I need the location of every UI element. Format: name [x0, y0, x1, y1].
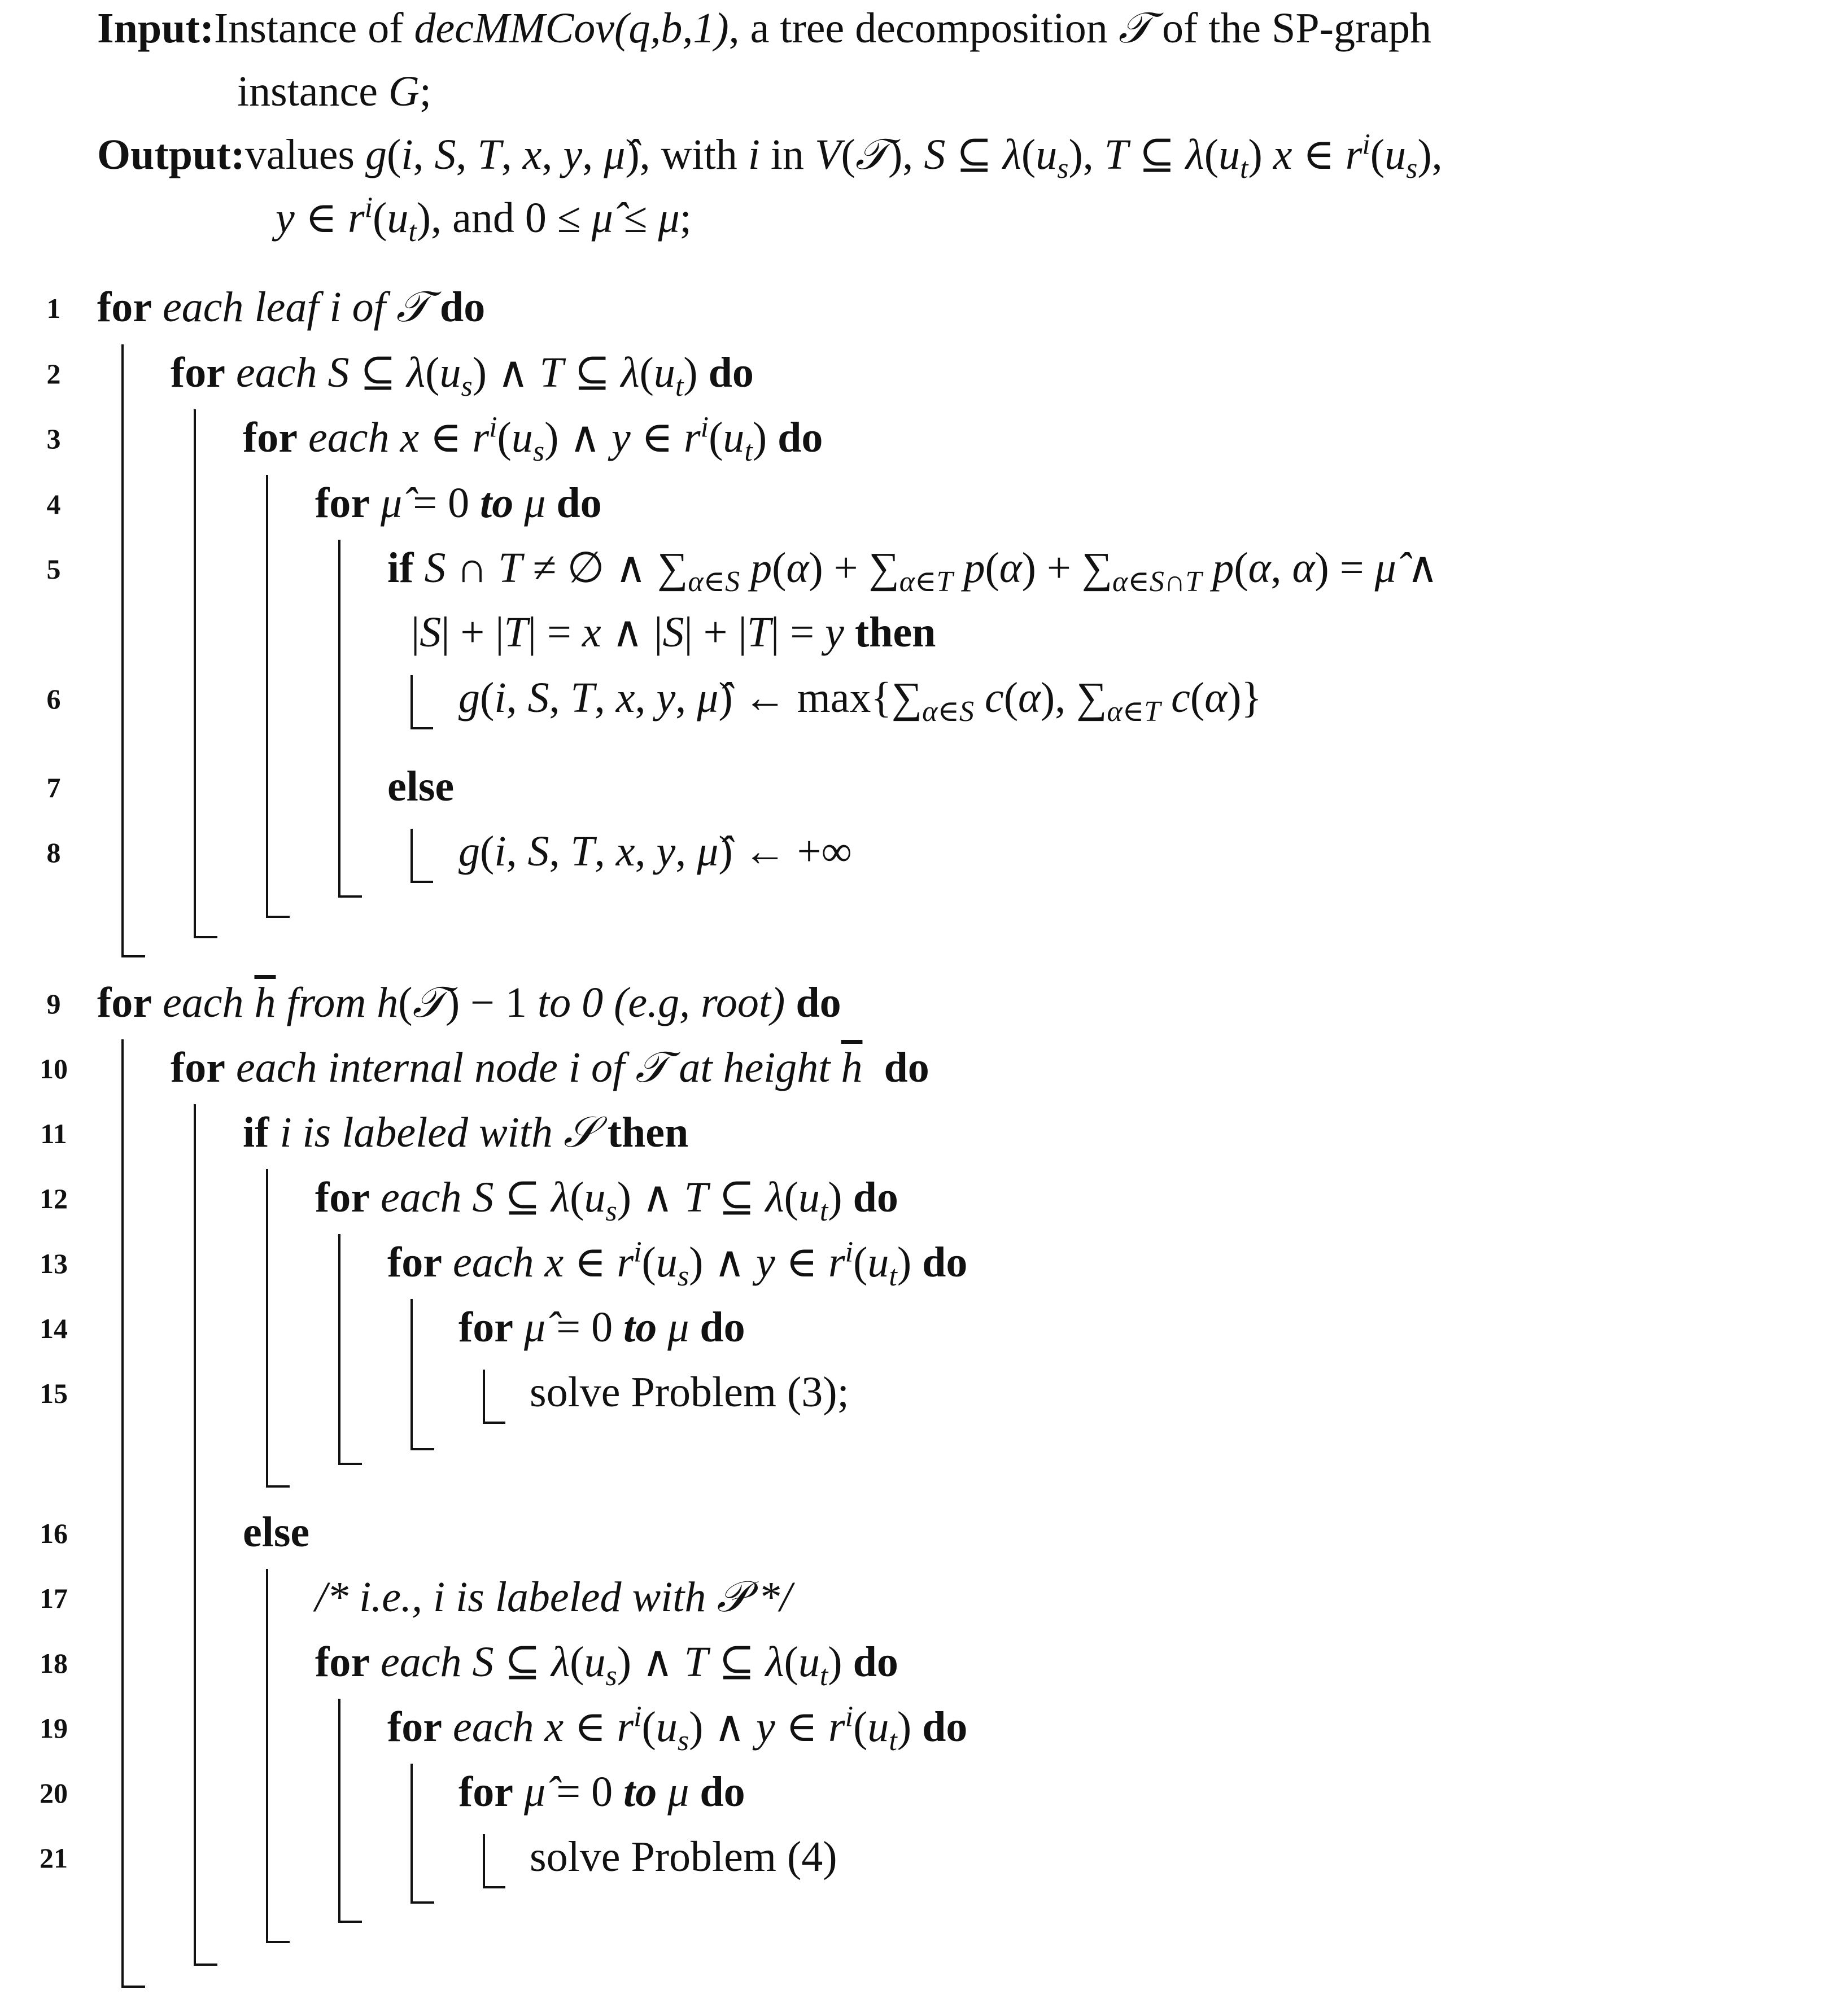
line-number: 2 [46, 358, 61, 390]
code-line-7: else [387, 763, 455, 810]
block-end [194, 1963, 217, 1966]
code-line-17: /* i.e., i is labeled with 𝒫 */ [315, 1573, 792, 1621]
block-bar [483, 1370, 485, 1424]
block-end [410, 881, 433, 883]
line-number: 16 [40, 1518, 68, 1549]
line-number: 20 [40, 1777, 68, 1809]
output-label: Output: [97, 131, 245, 178]
code-line-8: g(i, S, T, x, y, μ̂) ← +∞ [458, 828, 852, 875]
block-end [121, 1986, 145, 1988]
code-line-12: for each S ⊆ $\lambda(u_s)$ ∧ T ⊆ $\lambda(u_t)$ do [315, 1174, 898, 1228]
block-bar [410, 829, 413, 883]
block-bar [266, 1569, 268, 1943]
code-line-16: else [243, 1508, 310, 1556]
block-bar [410, 1299, 413, 1450]
block-end [338, 1463, 362, 1465]
block-end [483, 1422, 505, 1424]
code-line-10: for each internal node i of 𝒯 at height $\overline{h}$ do [171, 1044, 929, 1091]
line-number: 12 [40, 1183, 68, 1214]
code-line-5: if S ∩ T ≠ ∅ ∧ $\sum_{\alpha\in S}$ $p(\alpha) + \sum_{\alpha\in T}$ $p(\alpha) + \sum_{\alpha\in S\cap T}$ p(α, α) = μ̂ ∧ [387, 544, 1439, 598]
code-line-20: for μ̂ = 0 to μ do [458, 1768, 745, 1816]
line-number: 17 [40, 1582, 68, 1614]
block-end [338, 895, 362, 898]
line-number: 8 [46, 837, 61, 868]
block-end [410, 727, 433, 729]
code-line-4: for μ̂ = 0 to μ do [315, 479, 602, 527]
code-line-9: for each $\overline{h}$ from h(𝒯) − 1 to 0 (e.g, root) do [97, 979, 841, 1026]
block-end [483, 1886, 505, 1888]
input-line-2: instance G; [237, 68, 432, 115]
code-line-1: for each leaf i of 𝒯 do [97, 283, 486, 331]
code-line-3: for each x ∈ $r^i(u_s)$ ∧ y ∈ $r^i(u_t)$ do [243, 411, 823, 468]
block-end [410, 1901, 434, 1904]
output-line-1 [97, 126, 1443, 183]
code-line-18: for each S ⊆ $\lambda(u_s)$ ∧ T ⊆ $\lambda(u_t)$ do [315, 1638, 898, 1693]
line-number: 4 [46, 488, 61, 520]
code-line-19: for each x ∈ $r^i(u_s)$ ∧ y ∈ $r^i(u_t)$ do [387, 1700, 968, 1757]
code-line-11: if i is labeled with 𝒮 then [243, 1109, 689, 1156]
block-end [266, 1941, 290, 1943]
code-line-2: for each S ⊆ $\lambda(u_s)$ ∧ T ⊆ $\lambda(u_t)$ do [171, 349, 754, 403]
block-bar [266, 1169, 268, 1488]
block-bar [266, 475, 268, 918]
block-bar [338, 1699, 340, 1923]
block-end [194, 936, 217, 938]
line-number: 14 [40, 1313, 68, 1344]
block-end [266, 916, 290, 918]
line-number: 18 [40, 1647, 68, 1679]
block-bar [121, 344, 124, 957]
block-bar [483, 1834, 485, 1888]
line-number: 10 [40, 1053, 68, 1084]
block-end [266, 1485, 290, 1488]
line-number: 21 [40, 1842, 68, 1874]
line-number: 6 [46, 683, 61, 715]
block-end [338, 1921, 362, 1923]
code-line-14: for μ̂ = 0 to μ do [458, 1304, 745, 1351]
line-number: 15 [40, 1377, 68, 1409]
block-end [410, 1448, 434, 1450]
block-bar [194, 409, 196, 938]
line-number: 13 [40, 1248, 68, 1279]
code-line-21: solve Problem (4) [530, 1833, 837, 1881]
input-label: Input: [97, 5, 214, 52]
line-number: 1 [46, 292, 61, 324]
output-line-2: y ∈ $r^i(u_t)$, and 0 ≤ μ̂ ≤ μ; [276, 191, 692, 248]
code-line-5-cont: |S| + |T| = x ∧ |S| + |T| = y then [411, 609, 936, 656]
input-text-1: Instance of decMMCov(q,b,1), a tree decomposition 𝒯 of the SP-graph [214, 5, 1432, 52]
line-number: 7 [46, 772, 61, 803]
line-number: 3 [46, 423, 61, 454]
block-bar [338, 1234, 340, 1465]
block-bar [338, 540, 340, 898]
code-line-15: solve Problem (3); [530, 1368, 849, 1416]
line-number: 19 [40, 1712, 68, 1744]
line-number: 5 [46, 553, 61, 585]
block-bar [410, 675, 413, 729]
code-line-6: g(i, S, T, x, y, μ̂) ← $\max\{\sum_{\alpha\in S}$ c(α), $\sum_{\alpha\in T}$ c(α)} [458, 674, 1262, 728]
line-number: 11 [40, 1118, 67, 1149]
output-text-1: values g(i, S, T, x, y, μ̂), with i in V(𝒯), S ⊆ $\lambda(u_s)$, T ⊆ $\lambda(u_t)$ x ∈ $r^i(u_s)$, [244, 128, 1443, 185]
block-bar [121, 1039, 124, 1988]
code-line-13: for each x ∈ $r^i(u_s)$ ∧ y ∈ $r^i(u_t)$ do [387, 1236, 968, 1293]
block-bar [194, 1104, 196, 1966]
block-end [121, 955, 145, 957]
line-number: 9 [46, 988, 61, 1020]
input-line-1 [97, 0, 1431, 56]
block-bar [410, 1764, 413, 1904]
